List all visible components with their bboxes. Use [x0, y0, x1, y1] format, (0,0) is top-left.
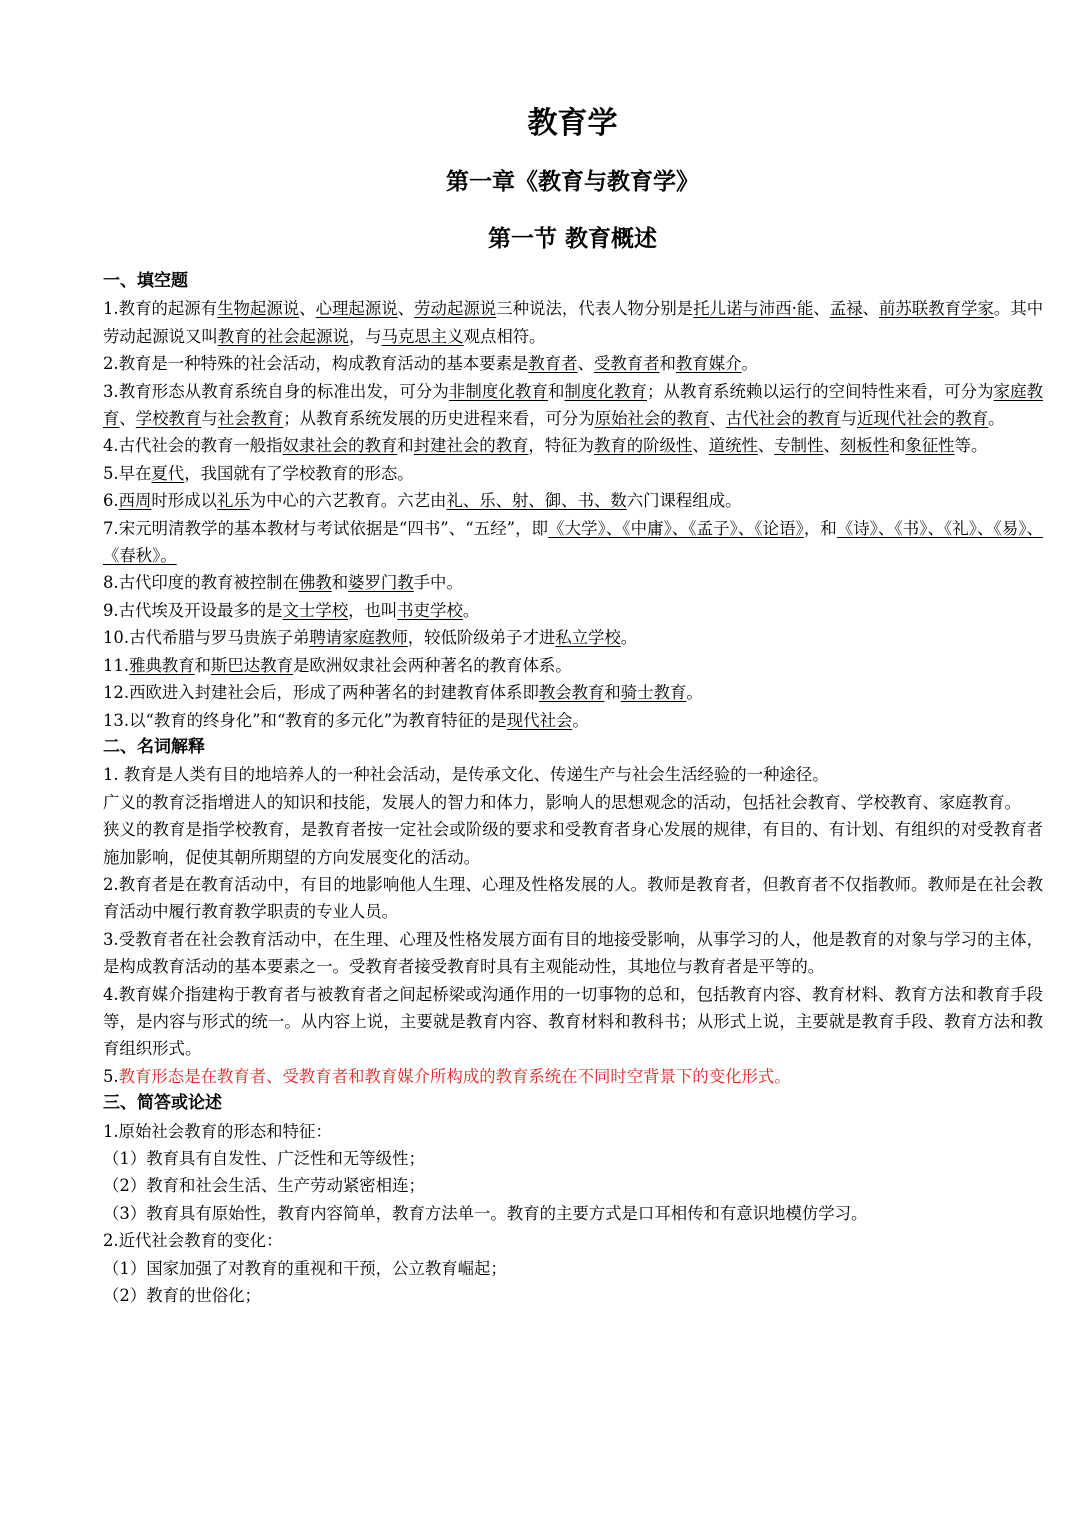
fill-question: [103, 460, 1043, 487]
question-text: 。: [572, 710, 589, 730]
question-text: 13.以“教育的终身化”和“教育的多元化”为教育特征的是: [103, 710, 507, 730]
question-text: 。: [741, 354, 758, 374]
question-text: 、: [813, 299, 830, 319]
question-text: ，和: [803, 518, 837, 538]
underlined-answer: 生物起源说: [217, 299, 300, 319]
heading-fill-in: 一、填空题: [103, 271, 188, 291]
underlined-answer: 专制性: [774, 436, 824, 456]
question-text: 。: [988, 409, 1005, 429]
question-text: 与: [201, 409, 218, 429]
underlined-answer: 婆罗门教: [348, 573, 414, 593]
underlined-answer: 佛教: [298, 573, 332, 593]
underlined-answer: 封建社会的教育: [413, 436, 529, 456]
question-text: ；从教育系统发展的历史进程来看，可分为: [283, 409, 595, 429]
answer-line: （1）教育具有自发性、广泛性和无等级性；: [103, 1149, 425, 1168]
underlined-answer: 心理起源说: [315, 299, 398, 319]
underlined-answer: 刻板性: [839, 436, 889, 456]
question-text: 和: [397, 436, 414, 456]
question-text: 。其中劳动起源说又叫: [103, 299, 1044, 346]
document-title: 教育学: [527, 106, 618, 141]
question-text: 和: [604, 683, 621, 703]
question-text: 5.早在: [103, 463, 152, 483]
heading-terms: 二、名词解释: [103, 736, 205, 757]
underlined-answer: 骑士教育: [620, 683, 687, 703]
question-text: ，特征为: [528, 436, 594, 456]
underlined-answer: 《诗》、《书》、《礼》、《易》、《春秋》。: [103, 518, 1043, 566]
question-text: 12.西欧进入封建社会后，形成了两种著名的封建教育体系即: [103, 683, 539, 703]
term-definition: 狭义的教育是指学校教育，是教育者按一定社会或阶级的要求和受教育者身心发展的规律，有目的、有计划、有组织的对受教育者施加影响，促使其朝所期望的方向发展变化的活动。: [103, 820, 1043, 867]
underlined-answer: 受教育者: [593, 354, 660, 374]
question-text: 9.古代埃及开设最多的是: [103, 600, 283, 620]
fill-question: [103, 707, 1043, 734]
question-text: 。: [462, 600, 480, 620]
underlined-answer: 社会教育: [217, 409, 284, 429]
underlined-answer: 近现代社会的教育: [856, 409, 989, 429]
question-text: 、: [577, 354, 594, 374]
question-text: 是欧洲奴隶社会两种著名的教育体系。: [292, 655, 572, 675]
question-text: 、: [862, 299, 879, 319]
underlined-answer: 象征性: [905, 436, 955, 456]
underlined-answer: 书吏学校: [397, 600, 463, 620]
term-definition: 3.受教育者在社会教育活动中，在生理、心理及性格发展方面有目的地接受影响，从事学习的人，他是教育的对象与学习的主体，是构成教育活动的基本要素之一。受教育者接受教育时具有主观能动性，其地位与教育者是平等的。: [103, 929, 1043, 977]
underlined-answer: 教育的阶级性: [593, 436, 693, 456]
underlined-answer: 雅典教育: [129, 655, 195, 675]
question-text: 三种说法，代表人物分别是: [496, 299, 694, 319]
question-text: 和: [659, 354, 676, 374]
fill-question: [103, 679, 1043, 706]
underlined-answer: 原始社会的教育: [594, 409, 710, 429]
underlined-answer: 私立学校: [555, 628, 621, 648]
fill-question: [103, 432, 1043, 459]
answer-line: （1）国家加强了对教育的重视和干预，公立教育崛起；: [103, 1258, 507, 1278]
underlined-answer: 托儿诺与沛西·能: [693, 299, 814, 319]
question-text: 2.教育是一种特殊的社会活动，构成教育活动的基本要素是: [103, 354, 529, 374]
underlined-answer: 《大学》、《中庸》、《孟子》、《论语》: [548, 518, 804, 538]
question-text: 1.教育的起源有: [103, 299, 218, 319]
question-text: 和: [194, 655, 212, 675]
underlined-answer: 非制度化教育: [448, 381, 548, 401]
question-text: 11.: [103, 655, 130, 675]
question-text: 6.: [103, 491, 119, 511]
question-text: 8.古代印度的教育被控制在: [103, 573, 299, 593]
question-text: 、: [119, 409, 136, 429]
question-text: 7.宋元明清教学的基本教材与考试依据是“四书”、“五经”，即: [103, 518, 549, 538]
fill-question: [103, 295, 1043, 350]
underlined-answer: 教育的社会起源说: [217, 326, 349, 346]
underlined-answer: 西周: [118, 491, 152, 511]
question-text: 。: [686, 683, 703, 703]
question-text: 和: [889, 436, 906, 456]
answer-line: （2）教育的世俗化；: [103, 1286, 261, 1306]
term-definition: 4.教育媒介指建构于教育者与被教育者之间起桥梁或沟通作用的一切事物的总和，包括教育内容、教育材料、教育方法和教育手段等，是内容与形式的统一。从内容上说，主要就是教育内容、教育材料和教科书；从形式上说，主要就是教育手段、教育方法和教育组织形式。: [103, 984, 1043, 1059]
highlighted-text: 教育形态是在教育者、受教育者和教育媒介所构成的教育系统在不同时空背景下的变化形式。: [118, 1066, 791, 1086]
question-text: 、: [757, 436, 775, 456]
question-text: 和: [331, 573, 349, 593]
question-text: ，也叫: [348, 600, 398, 620]
heading-answers: 三、简答或论述: [103, 1093, 222, 1114]
question-text: 六门课程组成。: [626, 491, 742, 511]
term-definition: 1. 教育是人类有目的地培养人的一种社会活动，是传承文化、传递生产与社会生活经验的一种途径。: [103, 765, 829, 785]
question-text: ，较低阶级弟子才进: [407, 628, 556, 648]
question-text: 、: [299, 299, 316, 319]
underlined-answer: 教育者: [528, 354, 578, 374]
question-text: 和: [547, 381, 565, 401]
fill-question: [103, 624, 1043, 651]
term-definition-highlighted: [103, 1063, 1043, 1090]
fill-question: [103, 350, 1043, 377]
term-number: 5.: [103, 1066, 119, 1086]
question-text: 、: [823, 436, 840, 456]
question-text: ；从教育系统赖以运行的空间特性来看，可分为: [647, 381, 994, 401]
question-text: 。: [620, 628, 638, 648]
question-text: 与: [840, 409, 857, 429]
fill-question: [103, 597, 1043, 624]
underlined-answer: 制度化教育: [564, 381, 647, 401]
question-text: ，与: [348, 326, 382, 346]
question-text: 等。: [954, 436, 988, 456]
answer-line: 1.原始社会教育的形态和特征：: [103, 1121, 332, 1141]
question-text: 10.古代希腊与罗马贵族子弟: [103, 628, 310, 648]
underlined-answer: 孟禄: [829, 299, 863, 319]
question-text: ，我国就有了学校教育的形态。: [184, 463, 414, 483]
underlined-answer: 礼乐: [216, 491, 250, 511]
question-text: 3.教育形态从教育系统自身的标准出发，可分为: [103, 381, 449, 401]
underlined-answer: 聘请家庭教师: [309, 628, 408, 648]
section-title: 第一节 教育概述: [487, 226, 657, 252]
answer-line: （3）教育具有原始性，教育内容简单，教育方法单一。教育的主要方式是口耳相传和有意识地模仿学习。: [103, 1203, 868, 1223]
document-body: [103, 268, 1043, 1309]
fill-question: [103, 378, 1043, 433]
fill-question: [103, 487, 1043, 514]
question-text: 时形成以: [151, 491, 217, 511]
underlined-answer: 夏代: [151, 463, 185, 483]
question-text: 、: [692, 436, 709, 456]
fill-question: [103, 652, 1043, 679]
question-text: 、: [397, 299, 415, 319]
underlined-answer: 道统性: [708, 436, 758, 456]
question-text: 为中心的六艺教育。六艺由: [249, 491, 447, 511]
answer-line: （2）教育和社会生活、生产劳动紧密相连；: [103, 1176, 425, 1196]
underlined-answer: 家庭教育: [103, 381, 1044, 429]
underlined-answer: 文士学校: [282, 600, 349, 620]
fill-question: [103, 569, 1043, 596]
question-text: 观点相符。: [463, 326, 546, 346]
underlined-answer: 古代社会的教育: [725, 409, 841, 429]
underlined-answer: 前苏联教育学家: [878, 299, 994, 319]
underlined-answer: 学校教育: [135, 409, 202, 429]
chapter-title: 第一章《教育与教育学》: [446, 169, 699, 195]
question-text: 、: [709, 409, 726, 429]
term-definition: 广义的教育泛指增进人的知识和技能，发展人的智力和体力，影响人的思想观念的活动，包括社会教育、学校教育、家庭教育。: [103, 792, 1021, 812]
underlined-answer: 礼、乐、射、御、书、数: [446, 491, 627, 511]
question-text: 手中。: [413, 573, 463, 593]
underlined-answer: 教育媒介: [675, 354, 742, 374]
answer-line: 2.近代社会教育的变化：: [103, 1231, 283, 1251]
underlined-answer: 马克思主义: [381, 326, 464, 346]
underlined-answer: 教会教育: [538, 683, 605, 703]
term-definition: 2.教育者是在教育活动中，有目的地影响他人生理、心理及性格发展的人。教师是教育者，但教育者不仅指教师。教师是在社会教育活动中履行教育教学职责的专业人员。: [103, 874, 1043, 922]
underlined-answer: 劳动起源说: [414, 299, 497, 319]
fill-question: [103, 515, 1043, 570]
underlined-answer: 现代社会: [506, 710, 573, 730]
underlined-answer: 斯巴达教育: [211, 655, 293, 675]
underlined-answer: 奴隶社会的教育: [282, 436, 398, 456]
question-text: 4.古代社会的教育一般指: [103, 436, 283, 456]
